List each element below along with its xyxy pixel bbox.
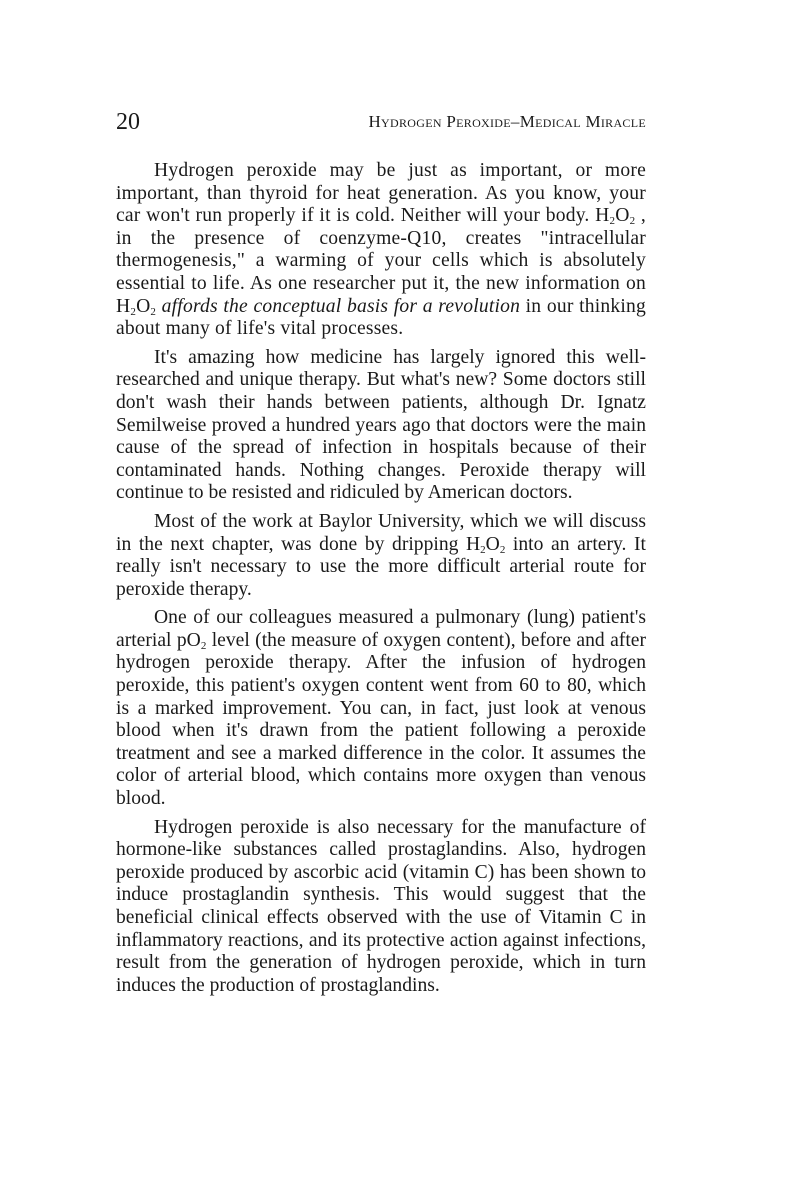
text-run: Most of the work at Baylor University, which we will discuss in the next chapter, was done by dripping H: [116, 510, 646, 555]
subscript: 2: [609, 215, 616, 228]
text-run: in our thinking about many of life's vital processes.: [116, 295, 646, 340]
paragraph-1: [116, 160, 646, 341]
subscript: 2: [150, 305, 157, 318]
text-run: level (the measure of oxygen content), before and after hydrogen peroxide therapy. After the infusion of hydrogen peroxide, this patient's oxygen content went from 60 to 80, which is a marked improvement. You can, in fact, just look at venous blood when it's drawn from the patient following a peroxide treatment and see a marked difference in the color. It assumes the color of arterial blood, which contains more oxygen than venous blood.: [116, 629, 646, 810]
text-run: Hydrogen peroxide may be just as important, or more important, than thyroid for heat generation. As you know, your car won't run properly if it is cold. Neither will your body. H: [116, 160, 646, 227]
subscript: 2: [499, 543, 506, 556]
subscript: 2: [629, 215, 636, 228]
page-number: 20: [116, 109, 140, 135]
text-run: One of our colleagues measured a pulmonary (lung) patient's arterial pO: [116, 607, 646, 651]
text-run: into an artery. It really isn't necessary to use the more difficult arterial route for peroxide therapy.: [116, 533, 646, 600]
paragraph-4: [116, 607, 646, 810]
subscript: 2: [130, 305, 137, 318]
paragraph-5: Hydrogen peroxide is also necessary for the manufacture of hormone-like substances called prostaglandins. Also, hydrogen peroxide produced by ascorbic acid (vitamin C) has been shown to induce prostaglandin synthesis. This would suggest that the beneficial clinical effects observed with the use of Vitamin C in inflammatory reactions, and its protective action against infections, result from the generation of hydrogen peroxide, which in turn induces the production of prostaglandins.: [116, 816, 646, 996]
paragraph-3: [116, 511, 646, 601]
text-run: O: [136, 295, 151, 317]
text-run: , in the presence of coenzyme-Q10, creates "intracellular thermogenesis," a warming of your cells which is absolutely essential to life. As one researcher put it, the new information on H: [116, 205, 647, 317]
body-text: [116, 160, 646, 1003]
italic-text: affords the conceptual basis for a revolution: [156, 295, 521, 317]
paragraph-2: It's amazing how medicine has largely ignored this well-researched and unique therapy. But what's new? Some doctors still don't wash their hands between patients, although Dr. Ignatz Semilweise proved a hundred years ago that doctors were the main cause of the spread of infection in hospitals because of their contaminated hands. Nothing changes. Peroxide therapy will continue to be resisted and ridiculed by American doctors.: [116, 346, 646, 504]
text-run: O: [615, 205, 630, 227]
running-head: Hydrogen Peroxide–Medical Miracle: [368, 112, 646, 131]
page-header: [116, 108, 646, 136]
subscript: 2: [200, 639, 207, 652]
text-run: O: [485, 533, 500, 555]
subscript: 2: [480, 543, 486, 556]
